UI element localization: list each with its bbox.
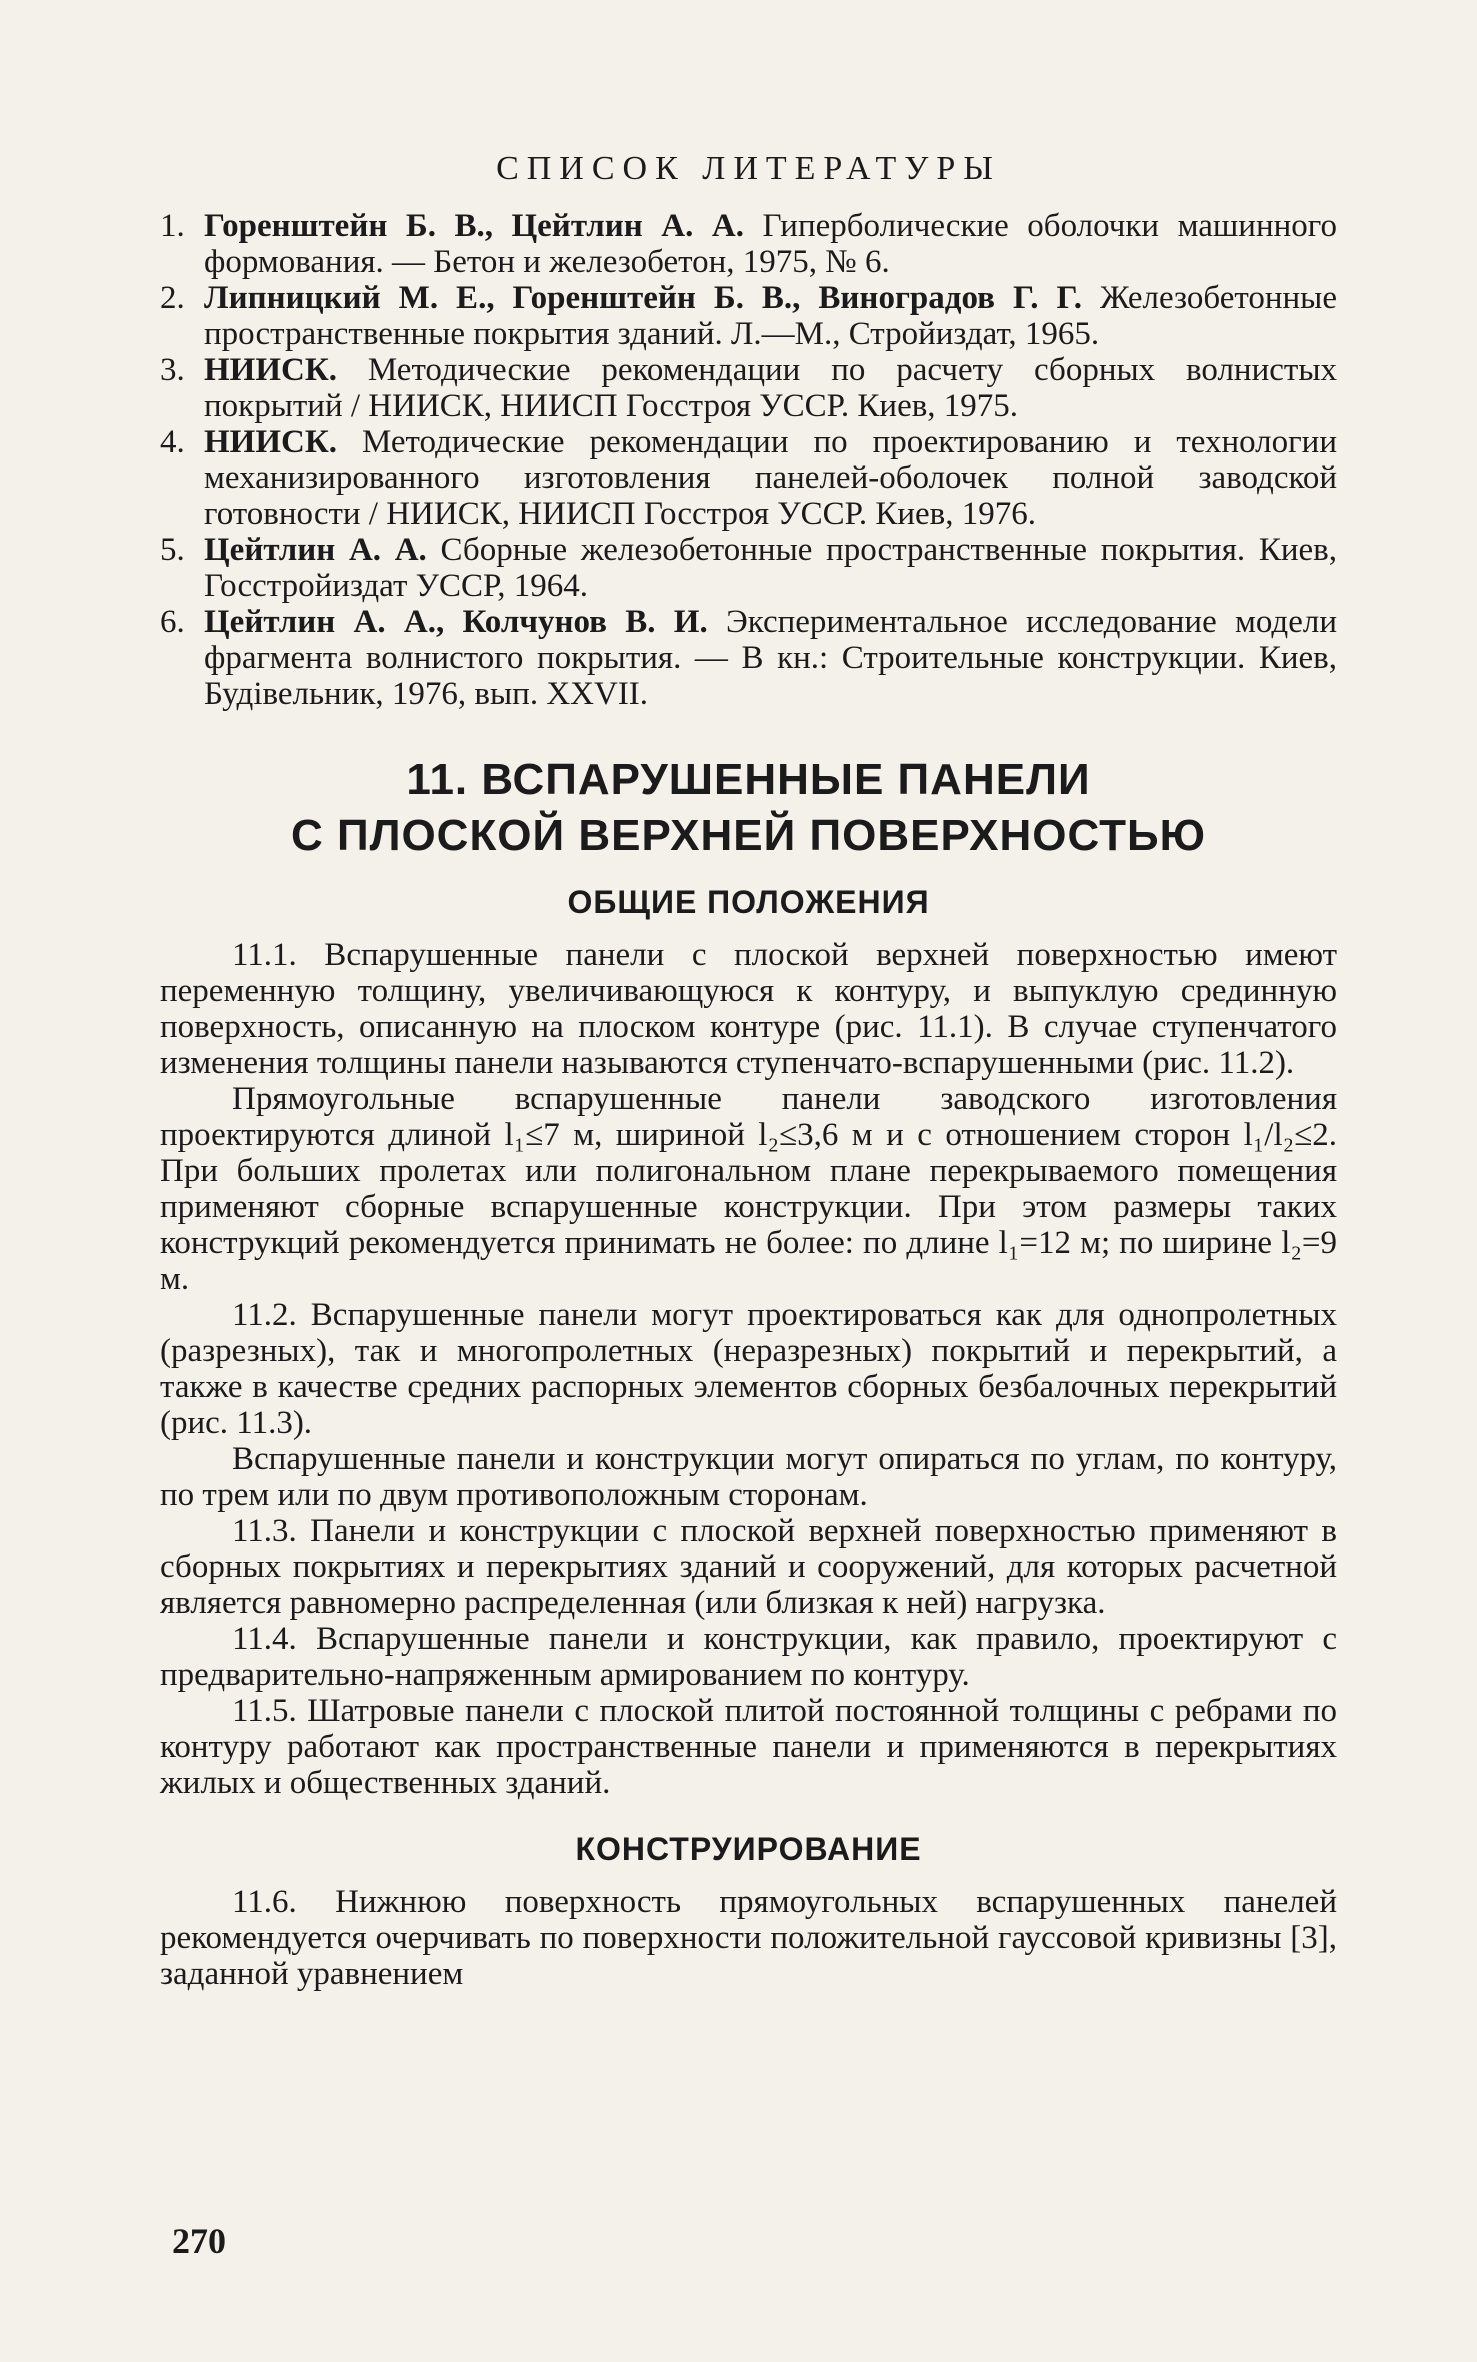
page-number: 270 — [172, 2221, 226, 2261]
chapter-title-line-1: 11. ВСПАРУШЕННЫЕ ПАНЕЛИ — [406, 755, 1091, 804]
chapter-title — [160, 752, 1337, 864]
paragraph: 11.5. Шатровые панели с плоской плитой постоянной толщины с ребрами по контуру работают как пространственные панели и применяются в перекрытиях жилых и общественных зданий. — [160, 1693, 1337, 1801]
chapter-title-line-2: С ПЛОСКОЙ ВЕРХНЕЙ ПОВЕРХНОСТЬЮ — [290, 811, 1207, 860]
item-text: Железобетонные пространственные покрытия зданий. Л.—М., Стройиздат, 1965. — [204, 280, 1338, 352]
paragraph: 11.3. Панели и конструкции с плоской верхней поверхностью применяют в сборных покрытиях и перекрытиях зданий и сооружений, для которых расчетной является равномерно распределенная (или близкая к ней) нагрузка. — [160, 1513, 1337, 1621]
item-text: Методические рекомендации по проектированию и технологии механизированного изготовления панелей-оболочек полной заводской готовности / НИИСК, НИИСП Госстроя УССР. Киев, 1976. — [204, 424, 1337, 532]
paragraph: Прямоугольные вспарушенные панели заводского изготовления проектируются длиной l₁≤7 м, шириной l₂≤3,6 м и с отношением сторон l₁/l₂≤2. При больших пролетах или полигональном плане перекрываемого помещения применяют сборные вспарушенные конструкции. При этом размеры таких конструкций рекомендуется принимать не более: по длине l₁=12 м; по ширине l₂=9 м. — [160, 1081, 1337, 1297]
item-number: 2. — [160, 280, 185, 316]
paragraph: Вспарушенные панели и конструкции могут опираться по углам, по контуру, по трем или по двум противоположным сторонам. — [160, 1441, 1337, 1513]
item-authors: Липницкий М. Е., Горенштейн Б. В., Виноградов Г. Г. — [204, 280, 1082, 316]
item-number: 6. — [160, 604, 185, 640]
item-text: Гиперболические оболочки машинного формования. — Бетон и железобетон, 1975, № 6. — [204, 208, 1337, 280]
bibliography-title: СПИСОК ЛИТЕРАТУРЫ — [496, 150, 1001, 187]
section-heading-design: КОНСТРУИРОВАНИЕ — [575, 1831, 922, 1867]
paragraph: 11.4. Вспарушенные панели и конструкции, как правило, проектируют с предварительно-напряженным армированием по контуру. — [160, 1621, 1337, 1693]
item-text: Методические рекомендации по расчету сборных волнистых покрытий / НИИСК, НИИСП Госстроя УССР. Киев, 1975. — [204, 352, 1337, 424]
item-authors: Цейтлин А. А., Колчунов В. И. — [204, 604, 708, 640]
paragraph: 11.2. Вспарушенные панели могут проектироваться как для однопролетных (разрезных), так и многопролетных (неразрезных) покрытий и перекрытий, а также в качестве средних распорных элементов сборных безбалочных перекрытий (рис. 11.3). — [160, 1297, 1337, 1441]
item-number: 4. — [160, 424, 185, 460]
paragraph: 11.1. Вспарушенные панели с плоской верхней поверхностью имеют переменную толщину, увеличивающуюся к контуру, и выпуклую срединную поверхность, описанную на плоском контуре (рис. 11.1). В случае ступенчатого изменения толщины панели называются ступенчато-вспарушенными (рис. 11.2). — [160, 937, 1337, 1081]
bibliography-item — [160, 532, 1337, 604]
item-number: 3. — [160, 352, 185, 388]
bibliography-item — [160, 604, 1337, 712]
bibliography-item — [160, 208, 1337, 280]
item-text: Сборные железобетонные пространственные покрытия. Киев, Госстройиздат УССР, 1964. — [204, 532, 1337, 604]
bibliography-item — [160, 424, 1337, 532]
section-heading-general: ОБЩИЕ ПОЛОЖЕНИЯ — [567, 884, 930, 920]
item-number: 1. — [160, 208, 185, 244]
paragraph: 11.6. Нижнюю поверхность прямоугольных вспарушенных панелей рекомендуется очерчивать по поверхности положительной гауссовой кривизны [3], заданной уравнением — [160, 1884, 1337, 1992]
item-authors: Горенштейн Б. В., Цейтлин А. А. — [204, 208, 744, 244]
bibliography-item — [160, 352, 1337, 424]
item-authors: Цейтлин А. А. — [204, 532, 427, 568]
bibliography-item — [160, 280, 1337, 352]
item-number: 5. — [160, 532, 185, 568]
item-authors: НИИСК. — [204, 424, 338, 460]
bibliography-list — [160, 208, 1337, 712]
item-authors: НИИСК. — [204, 352, 338, 388]
item-text: Экспериментальное исследование модели фрагмента волнистого покрытия. — В кн.: Строительные конструкции. Киев, Будівельник, 1976, вып. XXVII. — [204, 604, 1337, 712]
